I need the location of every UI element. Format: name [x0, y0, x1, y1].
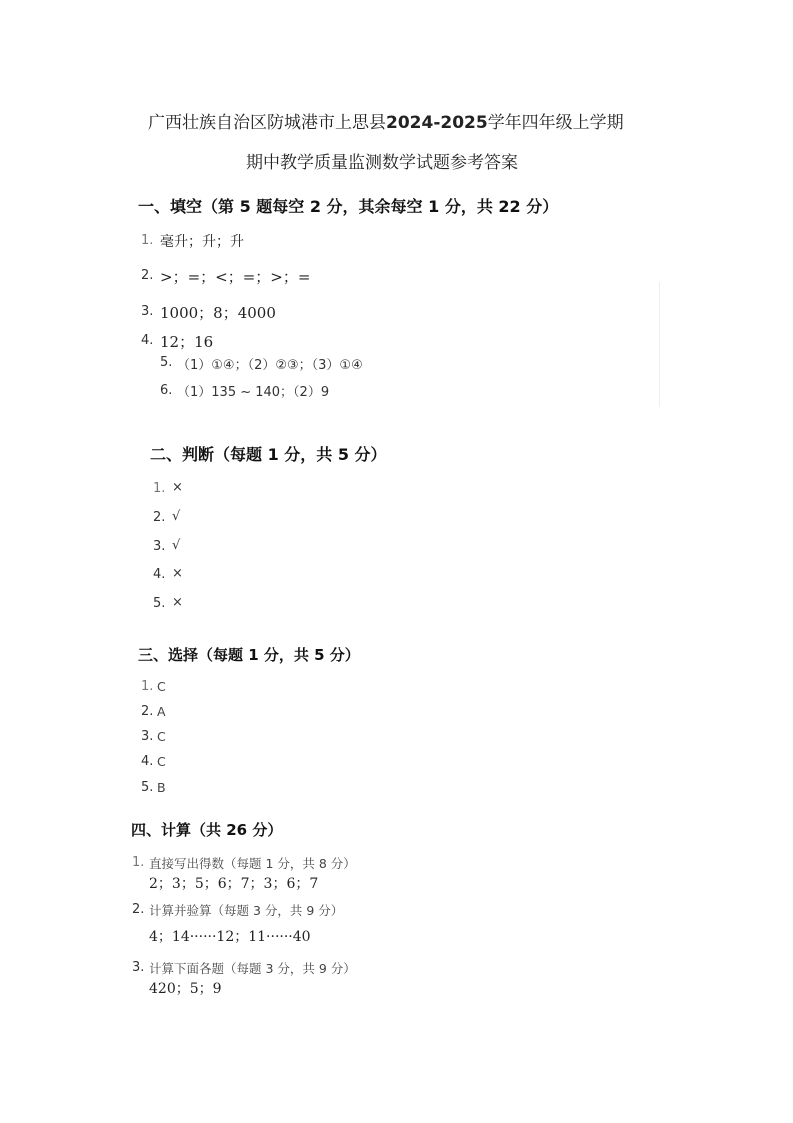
- answer-text: （1）①④；（2）②③；（3）①④: [177, 358, 363, 373]
- list-item-number: 6.: [160, 383, 173, 398]
- title-school-year: 2024-2025: [386, 113, 488, 133]
- answer-text: ×: [172, 595, 183, 610]
- answer-text: √: [172, 538, 181, 553]
- answer-text: 12；16: [160, 333, 214, 351]
- list-item-number: 3.: [141, 304, 154, 319]
- list-item-number: 2.: [141, 268, 154, 283]
- section-heading-fill-blank: 一、填空（第 5 题每空 2 分，其余每空 1 分，共 22 分）: [138, 197, 559, 216]
- answer-text: C: [157, 679, 166, 694]
- answer-text: 1000；8；4000: [160, 304, 276, 322]
- list-item-number: 3.: [153, 539, 166, 554]
- section-heading-multiple-choice: 三、选择（每题 1 分，共 5 分）: [138, 646, 360, 664]
- question-label: 计算下面各题（每题 3 分，共 9 分）: [149, 961, 356, 976]
- answer-text: ×: [172, 480, 183, 495]
- divider: [659, 282, 660, 407]
- page-title-line1: [148, 108, 624, 133]
- question-label: 直接写出得数（每题 1 分，共 8 分）: [149, 856, 356, 871]
- title-text-prefix: 广西壮族自治区防城港市上思县: [148, 113, 386, 133]
- list-item-number: 1.: [141, 233, 154, 248]
- list-item-number: 1.: [141, 679, 154, 694]
- list-item-number: 4.: [141, 754, 154, 769]
- answer-text: C: [157, 754, 166, 769]
- title-text-suffix: 学年四年级上学期: [487, 113, 624, 133]
- answer-text: A: [157, 704, 166, 719]
- list-item-number: 3.: [141, 729, 154, 744]
- list-item-number: 3.: [132, 960, 145, 975]
- answer-text: >；=；<；=；>；=: [160, 268, 311, 286]
- list-item-number: 1.: [153, 481, 166, 496]
- section-heading-true-false: 二、判断（每题 1 分，共 5 分）: [150, 445, 387, 464]
- answer-text: C: [157, 729, 166, 744]
- list-item-number: 5.: [141, 780, 154, 795]
- answer-text: B: [157, 780, 166, 795]
- answer-text: 2；3；5；6；7；3；6；7: [149, 876, 319, 892]
- answer-text: 420；5；9: [149, 981, 222, 997]
- answer-text: （1）135 ~ 140；（2）9: [177, 385, 330, 400]
- answer-text: √: [172, 509, 181, 524]
- list-item-number: 5.: [153, 596, 166, 611]
- page-title-line2: 期中教学质量监测数学试题参考答案: [246, 153, 518, 173]
- list-item-number: 2.: [153, 510, 166, 525]
- question-label: 计算并验算（每题 3 分，共 9 分）: [149, 903, 344, 918]
- list-item-number: 2.: [132, 902, 145, 917]
- list-item-number: 4.: [141, 333, 154, 348]
- list-item-number: 1.: [132, 855, 145, 870]
- list-item-number: 4.: [153, 567, 166, 582]
- answer-text: ×: [172, 566, 183, 581]
- section-heading-calculation: 四、计算（共 26 分）: [131, 821, 283, 839]
- answer-text: 4；14······12；11······40: [149, 929, 311, 945]
- answer-text: 毫升；升；升: [160, 234, 244, 250]
- list-item-number: 2.: [141, 704, 154, 719]
- list-item-number: 5.: [160, 355, 173, 370]
